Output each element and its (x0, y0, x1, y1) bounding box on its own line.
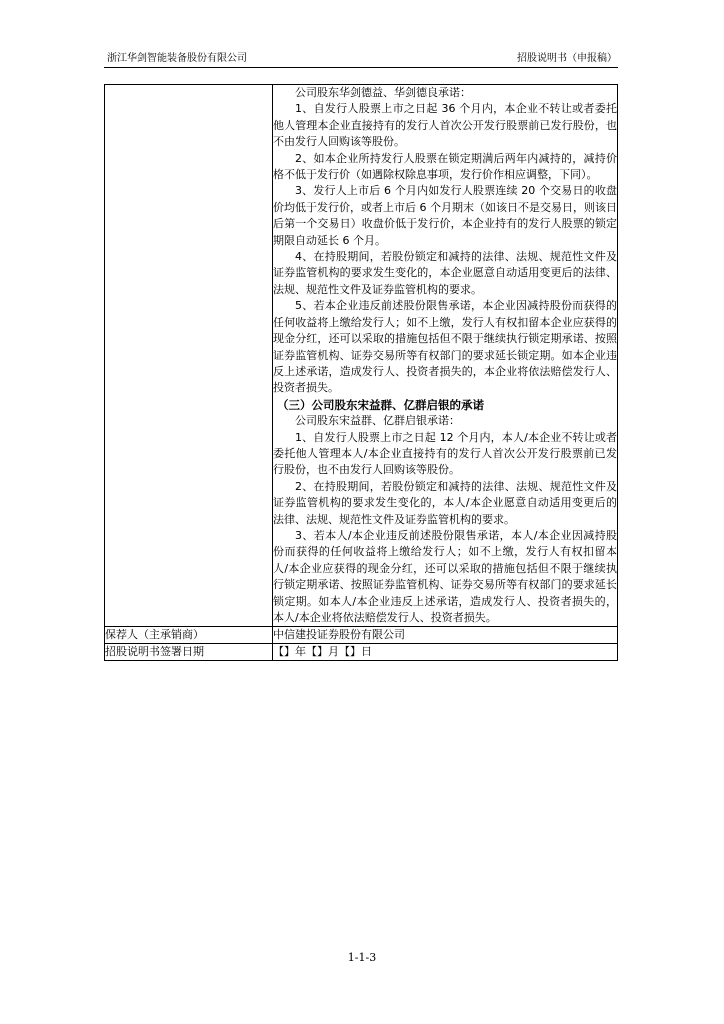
commitment-label-cell (105, 85, 273, 627)
paragraph: 1、自发行人股票上市之日起 36 个月内，本企业不转让或者委托他人管理本企业直接持有的发行人首次公开发行股票前已发行股份，也不由发行人回购该等股份。 (273, 102, 617, 149)
header-divider (104, 67, 618, 68)
table-row-commitments (105, 85, 618, 627)
paragraph: 公司股东华剑德益、华剑德良承诺： (295, 86, 471, 99)
paragraph: 公司股东宋益群、亿群启银承诺： (295, 414, 460, 428)
paragraph: 2、在持股期间，若股份锁定和减持的法律、法规、规范性文件及证券监管机构的要求发生变化的，本人/本企业愿意自动适用变更后的法律、法规、规范性文件及证券监管机构的要求。 (273, 479, 617, 526)
header-company-name: 浙江华剑智能装备股份有限公司 (107, 53, 247, 64)
paragraph: 3、发行人上市后 6 个月内如发行人股票连续 20 个交易日的收盘价均低于发行价，或者上市后 6 个月期末（如该日不是交易日，则该日后第一个交易日）收盘价低于发行价，本企业持有的发行人股票的锁定期限自动延长 6 个月。 (273, 184, 617, 247)
signing-date-value: 【】年【】月【】日 (273, 644, 618, 661)
signing-date-label: 招股说明书签署日期 (105, 644, 273, 661)
paragraph: 4、在持股期间，若股份锁定和减持的法律、法规、规范性文件及证券监管机构的要求发生变化的，本企业愿意自动适用变更后的法律、法规、规范性文件及证券监管机构的要求。 (273, 250, 617, 296)
table-row-signing-date (105, 644, 618, 661)
commitment-table (104, 84, 618, 661)
paragraph: 5、若本企业违反前述股份限售承诺，本企业因减持股份而获得的任何收益将上缴给发行人；如不上缴，发行人有权扣留本企业应获得的现金分红，还可以采取的措施包括但不限于继续执行锁定期承诺、按照证券监管机构、证券交易所等有权部门的要求延长锁定期。如本企业违反上述承诺，造成发行人、投资者损失的，本企业将依法赔偿发行人、投资者损失。 (273, 299, 617, 395)
table-row-sponsor (105, 627, 618, 644)
header-document-title: 招股说明书（申报稿） (517, 53, 617, 64)
paragraph: 2、如本企业所持发行人股票在锁定期满后两年内减持的，减持价格不低于发行价（如遇除权除息事项，发行价作相应调整，下同）。 (273, 151, 617, 182)
paragraph: 3、若本人/本企业违反前述股份限售承诺，本人/本企业因减持股份而获得的任何收益将上缴给发行人；如不上缴，发行人有权扣留本人/本企业应获得的现金分红，还可以采取的措施包括但不限于继续执行锁定期承诺、按照证券监管机构、证券交易所等有权部门的要求延长锁定期。如本人/本企业违反上述承诺，造成发行人、投资者损失的，本人/本企业将依法赔偿发行人、投资者损失。 (273, 528, 617, 624)
sponsor-label: 保荐人（主承销商） (105, 627, 273, 644)
sponsor-value: 中信建投证券股份有限公司 (273, 627, 618, 644)
page-number: 1-1-3 (347, 951, 377, 964)
paragraph: 1、自发行人股票上市之日起 12 个月内，本人/本企业不转让或者委托他人管理本人/本企业直接持有的发行人首次公开发行股票前已发行股份，也不由发行人回购该等股份。 (273, 430, 617, 477)
commitment-content-cell (273, 85, 618, 627)
section-heading: （三）公司股东宋益群、亿群启银的承诺 (277, 397, 484, 412)
